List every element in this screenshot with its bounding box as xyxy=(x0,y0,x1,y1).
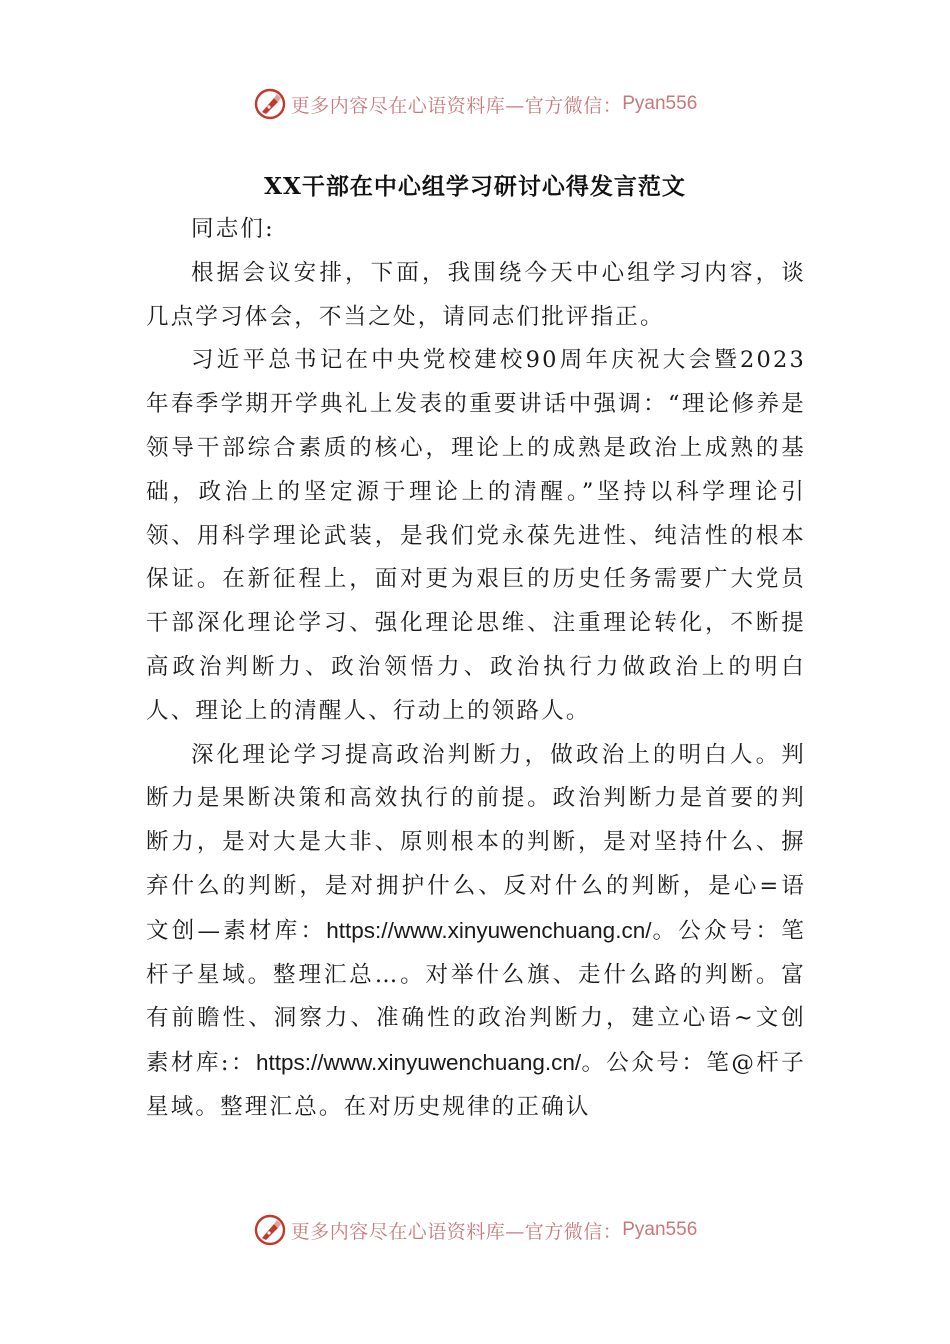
paragraph-judgment-text-2: 。公众号：笔杆子星域。整理汇总…。对举什么旗、走什么路的判断。富有前瞻性、洞察力、准确性的政治判断力，建立心语~文创素材库:： xyxy=(146,917,806,1077)
banner-wechat-id: Pyan556 xyxy=(622,93,698,114)
paragraph-judgment-text-3: 。公众号：笔@杆子星域。整理汇总。在对历史规律的正确认 xyxy=(146,1050,806,1120)
paragraph-judgment xyxy=(146,734,806,1130)
salutation: 同志们: xyxy=(191,216,275,242)
banner-text: 更多内容尽在心语资料库—官方微信： xyxy=(290,1220,623,1243)
website-link[interactable]: https://www.xinyuwenchuang.cn/ xyxy=(326,917,652,943)
banner-text: 更多内容尽在心语资料库—官方微信： xyxy=(290,94,623,117)
paragraph-quote: 习近平总书记在中央党校建校90周年庆祝大会暨2023年春季学期开学典礼上发表的重要讲话中强调：“理论修养是领导干部综合素质的核心，理论上的成熟是政治上成熟的基础，政治上的坚定源于理论上的清醒。”坚持以科学理论引领、用科学理论武装，是我们党永葆先进性、纯洁性的根本保证。在新征程上，面对更为艰巨的历史任务需要广大党员干部深化理论学习、强化理论思维、注重理论转化，不断提高政治判断力、政治领悟力、政治执行力做政治上的明白人、理论上的清醒人、行动上的领路人。 xyxy=(146,347,806,724)
paragraph-judgment-text-1: 深化理论学习提高政治判断力，做政治上的明白人。判断力是果断决策和高效执行的前提。政治判断力是首要的判断力，是对大是大非、原则根本的判断，是对坚持什么、摒弃什么的判断，是对拥护什么、反对什么的判断，是心=语文创—素材库： xyxy=(146,741,806,944)
banner-wechat-id: Pyan556 xyxy=(622,1219,698,1240)
website-link[interactable]: https://www.xinyuwenchuang.cn/ xyxy=(255,1050,582,1076)
document-title: XX干部在中心组学习研讨心得发言范文 xyxy=(264,173,686,200)
document-body xyxy=(146,208,806,1130)
footer-banner xyxy=(0,1208,950,1252)
paragraph-intro: 根据会议安排，下面，我围绕今天中心组学习内容，谈几点学习体会，不当之处，请同志们批评指正。 xyxy=(146,259,806,330)
header-banner xyxy=(0,82,950,126)
pen-nib-logo-icon xyxy=(253,1213,287,1247)
pen-nib-logo-icon xyxy=(253,87,287,121)
